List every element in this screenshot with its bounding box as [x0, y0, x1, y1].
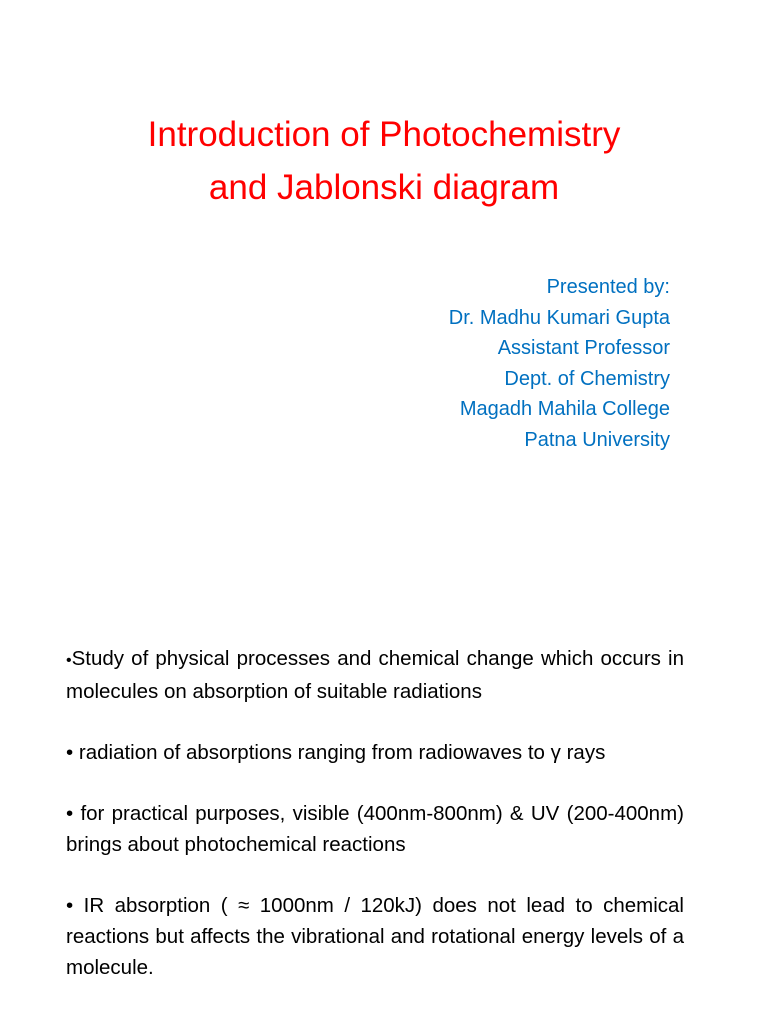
bullet-item	[66, 798, 684, 860]
title-line-1: Introduction of Photochemistry	[147, 115, 621, 154]
bullet-text: IR absorption ( ≈ 1000nm / 120kJ) does not lead to chemical reactions but affects the vibrational and rotational energy levels of a molecule.	[66, 894, 684, 979]
bullet-item	[66, 737, 684, 768]
bullet-list	[66, 643, 684, 1013]
bullet-dot: •	[66, 652, 72, 669]
presenter-name: Dr. Madhu Kumari Gupta	[448, 306, 670, 329]
bullet-dot: •	[66, 894, 74, 917]
bullet-dot: •	[66, 741, 74, 764]
bullet-text: for practical purposes, visible (400nm-800nm) & UV (200-400nm) brings about photochemical reactions	[66, 802, 684, 856]
title-line-2: and Jablonski diagram	[208, 168, 560, 207]
slide-title	[0, 108, 768, 214]
presenter-department: Dept. of Chemistry	[504, 367, 670, 390]
presenter-university: Patna University	[524, 428, 670, 451]
presenter-label: Presented by:	[546, 276, 670, 298]
presenter-block	[449, 272, 670, 455]
content-slide	[0, 600, 768, 1024]
bullet-text: radiation of absorptions ranging from radiowaves to γ rays	[73, 741, 606, 764]
presenter-position: Assistant Professor	[497, 337, 670, 359]
bullet-item	[66, 890, 684, 983]
presenter-college: Magadh Mahila College	[459, 398, 670, 420]
bullet-text: Study of physical processes and chemical change which occurs in molecules on absorption of suitable radiations	[66, 647, 684, 703]
bullet-dot: •	[66, 802, 74, 825]
bullet-item	[66, 643, 684, 707]
